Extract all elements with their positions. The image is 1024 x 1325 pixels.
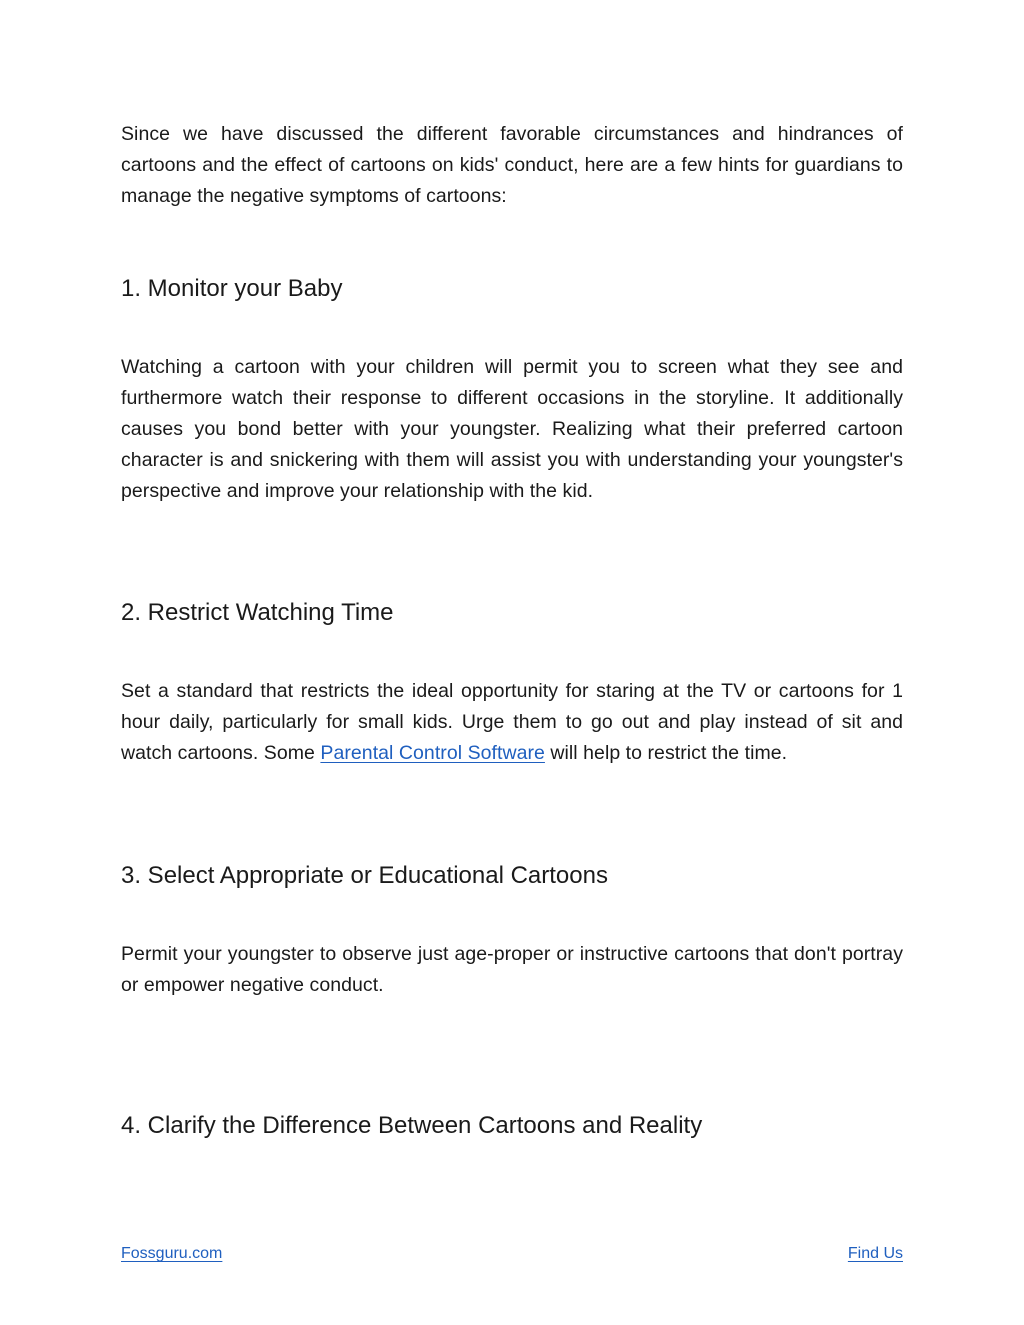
section-heading-select: 3. Select Appropriate or Educational Cartoons bbox=[121, 862, 608, 889]
restrict-text-after-link: will help to restrict the time. bbox=[544, 742, 788, 764]
restrict-text-before-link: Set a standard that restricts the ideal opportunity for staring at the TV or cartoons for 1 hour daily, particularly for small kids. Urge them to go out and play instead of sit and watch cartoons. Some bbox=[121, 680, 903, 764]
section-heading-clarify: 4. Clarify the Difference Between Cartoons and Reality bbox=[121, 1112, 703, 1139]
footer-fossguru-link[interactable]: Fossguru.com bbox=[121, 1245, 223, 1262]
intro-paragraph: Since we have discussed the different favorable circumstances and hindrances of cartoons and the effect of cartoons on kids' conduct, here are a few hints for guardians to manage the negative symptoms of cartoons: bbox=[121, 123, 903, 207]
section-body-monitor: Watching a cartoon with your children will permit you to screen what they see and furthermore watch their response to different occasions in the storyline. It additionally causes you bond better with your youngster. Realizing what their preferred cartoon character is and snickering with them will assist you with understanding your youngster's perspective and improve your relationship with the kid. bbox=[121, 356, 903, 502]
footer-find-us-link[interactable]: Find Us bbox=[847, 1245, 903, 1262]
parental-control-software-link[interactable]: Parental Control Software bbox=[320, 742, 545, 764]
section-heading-monitor: 1. Monitor your Baby bbox=[121, 275, 343, 302]
section-body-select: Permit your youngster to observe just age-proper or instructive cartoons that don't portray or empower negative conduct. bbox=[121, 943, 903, 996]
section-body-restrict bbox=[121, 676, 903, 769]
section-heading-restrict: 2. Restrict Watching Time bbox=[121, 599, 394, 626]
